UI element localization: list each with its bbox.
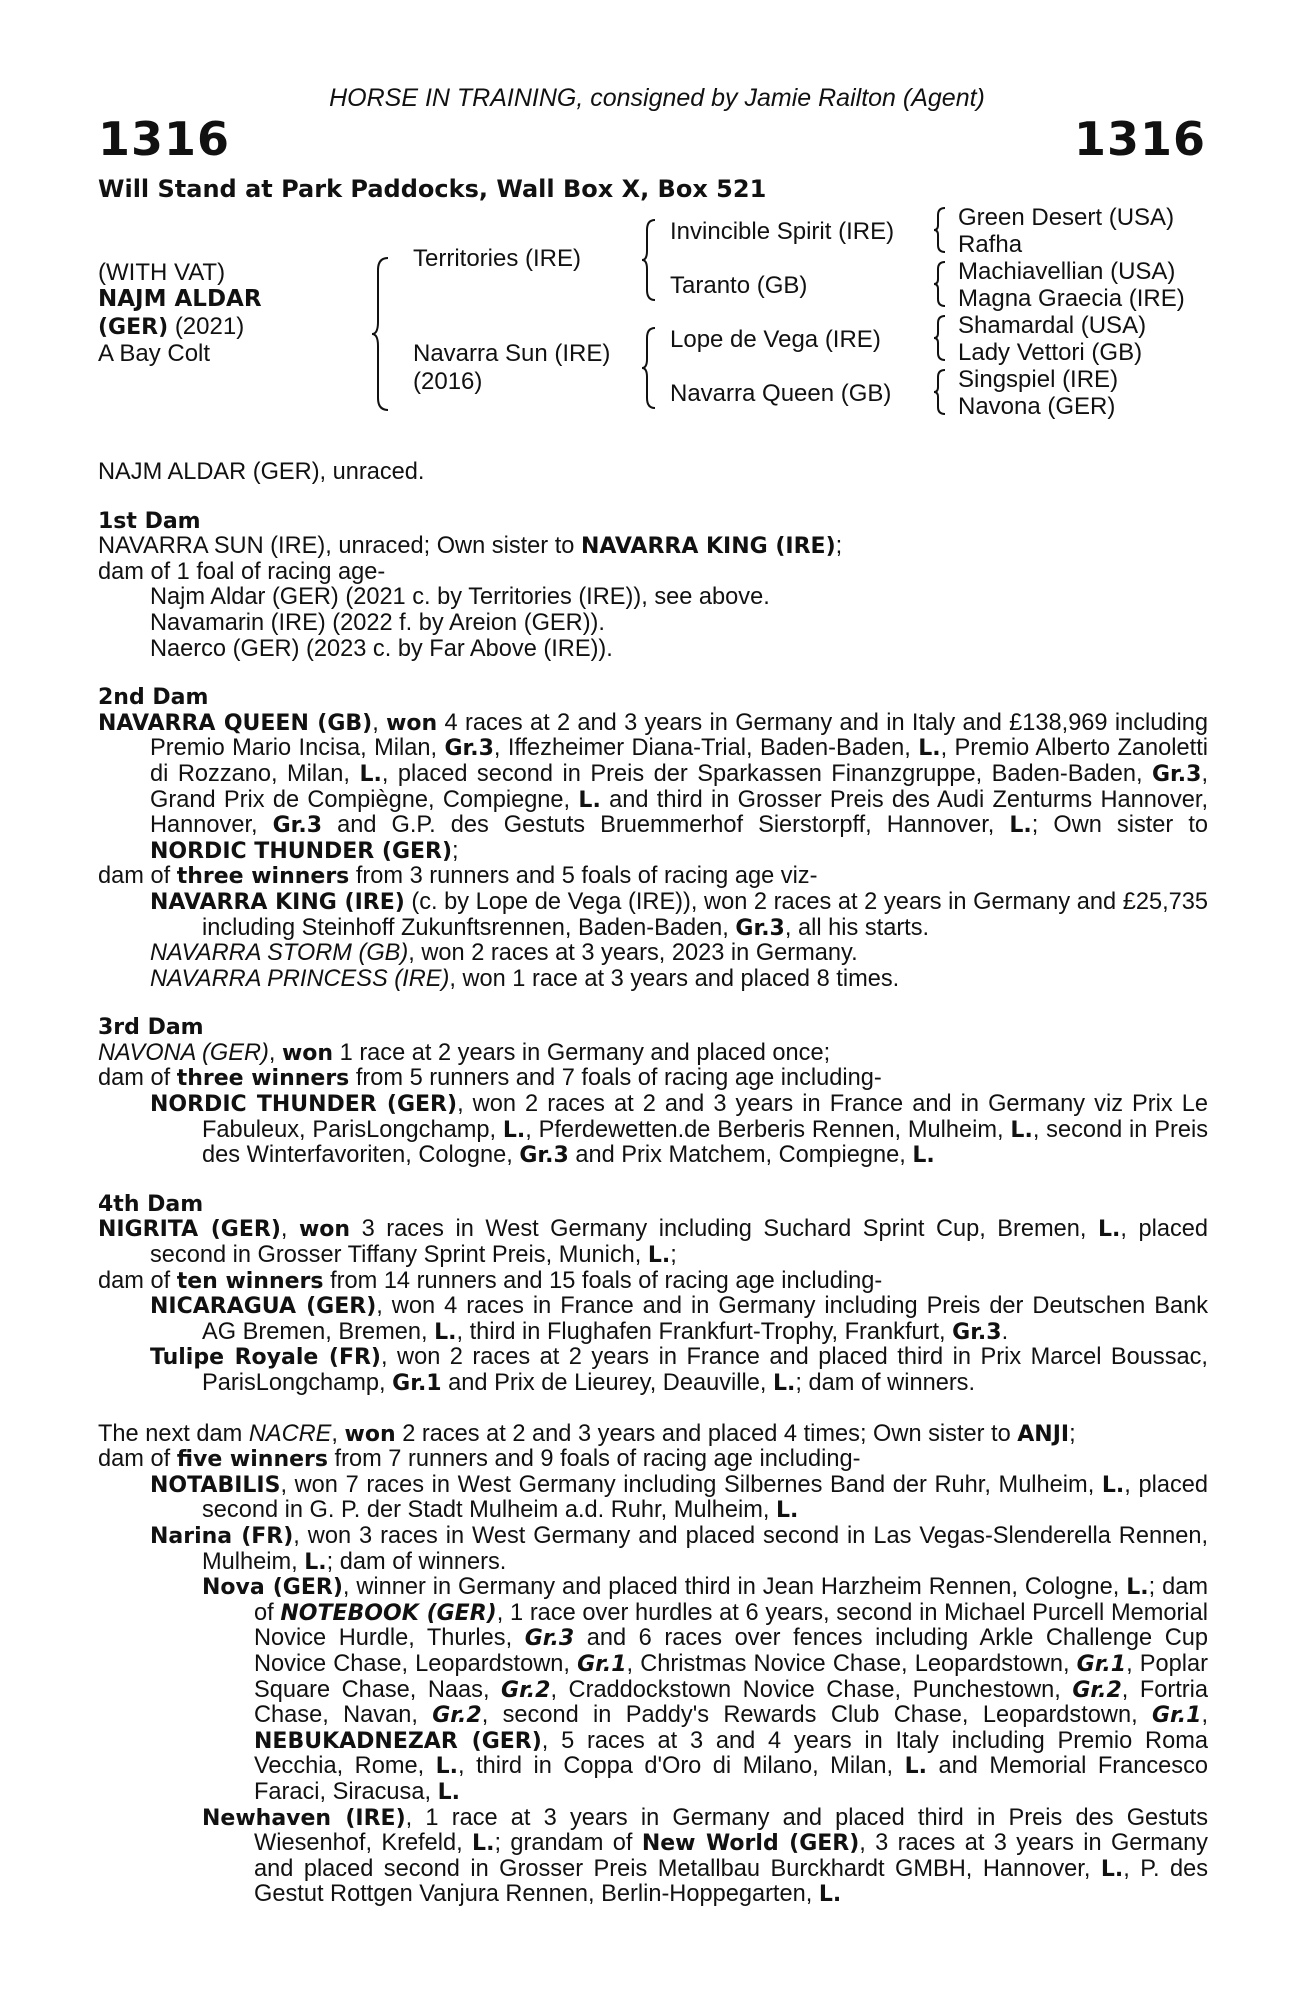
brace-gg1 bbox=[932, 206, 948, 254]
brace-gg4 bbox=[932, 368, 948, 416]
sire: Territories (IRE) bbox=[413, 245, 582, 272]
stand-location: Will Stand at Park Paddocks, Wall Box X, Box 521 bbox=[98, 175, 767, 203]
produce-notabilis: NOTABILIS, won 7 races in West Germany including Silbernes Band der Ruhr, Mulheim, L., placed second in G. P. der Stadt Mulheim a.d. Ruhr, Mulheim, L. bbox=[150, 1471, 1208, 1524]
grandsire-paternal: Invincible Spirit (IRE) bbox=[670, 218, 895, 245]
produce-nova: Nova (GER), winner in Germany and placed third in Jean Harzheim Rennen, Cologne, L.; dam of NOTEBOOK (GER), 1 race over hurdles at 6 years, second in Michael Purcell Memorial Novice Hurdle, Thurles, Gr.3 and 6 races over fences including Arkle Challenge Cup Novice Chase, Leopardstown, Gr.1, Christmas Novice Chase, Leopardstown, Gr.1, Poplar Square Chase, Naas, Gr.2, Craddockstown Novice Chase, Punchestown, Gr.2, Fortria Chase, Navan, Gr.2, second in Paddy's Rewards Club Chase, Leopardstown, Gr.1, NEBUKADNEZAR (GER), 5 races at 3 and 4 years in Italy including Premio Roma Vecchia, Rome, L., third in Coppa d'Oro di Milano, Milan, L. and Memorial Francesco Faraci, Siracusa, L. bbox=[202, 1574, 1209, 1805]
great-granddam-3: Lady Vettori (GB) bbox=[958, 339, 1143, 366]
great-grandsire-3: Shamardal (USA) bbox=[958, 312, 1147, 339]
catalogue-body bbox=[98, 460, 1208, 1908]
produce-tulipe-royale: Tulipe Royale (FR), won 2 races at 2 years in France and placed third in Prix Marcel Boussac, ParisLongchamp, Gr.1 and Prix de Lieurey, Deauville, L.; dam of winners. bbox=[150, 1344, 1208, 1396]
second-dam-heading: 2nd Dam bbox=[98, 685, 209, 711]
fourth-dam-heading: 4th Dam bbox=[98, 1191, 204, 1217]
foal-2: Navamarin (IRE) (2022 f. by Areion (GER)). bbox=[150, 609, 605, 636]
lot-number-left: 1316 bbox=[98, 112, 231, 166]
third-dam-heading: 3rd Dam bbox=[98, 1015, 204, 1041]
next-dam-record: The next dam NACRE, won 2 races at 2 and 3 years and placed 4 times; Own sister to ANJI; bbox=[98, 1420, 1076, 1447]
first-dam-heading: 1st Dam bbox=[98, 508, 201, 534]
granddam-paternal: Taranto (GB) bbox=[670, 272, 808, 299]
produce-navarra-storm: NAVARRA STORM (GB), won 2 races at 3 years, 2023 in Germany. bbox=[150, 940, 858, 967]
second-dam-produce: dam of three winners from 3 runners and 5 foals of racing age viz- bbox=[98, 863, 818, 890]
grandsire-maternal: Lope de Vega (IRE) bbox=[670, 326, 881, 353]
dam-year: (2016) bbox=[413, 368, 483, 395]
foal-1: Najm Aldar (GER) (2021 c. by Territories (IRE)), see above. bbox=[150, 584, 770, 611]
produce-navarra-princess: NAVARRA PRINCESS (IRE), won 1 race at 3 years and placed 8 times. bbox=[150, 965, 900, 992]
first-dam-line: NAVARRA SUN (IRE), unraced; Own sister to NAVARRA KING (IRE); bbox=[98, 533, 843, 560]
great-granddam-4: Navona (GER) bbox=[958, 393, 1116, 420]
lot-number-right: 1316 bbox=[1073, 112, 1206, 166]
produce-newhaven: Newhaven (IRE), 1 race at 3 years in Germany and placed third in Preis des Gestuts Wiesenhof, Krefeld, L.; grandam of New World (GER), 3 races at 3 years in Germany and placed second in Grosser Preis Metallbau Burckhardt GMBH, Hannover, L., P. des Gestut Rottgen Vanjura Rennen, Berlin-Hoppegarten, L. bbox=[202, 1804, 1208, 1908]
unraced-note: NAJM ALDAR (GER), unraced. bbox=[98, 459, 425, 485]
consignor-line: HORSE IN TRAINING, consigned by Jamie Railton (Agent) bbox=[329, 84, 985, 112]
brace-sire-dam bbox=[370, 256, 392, 412]
dam: Navarra Sun (IRE) bbox=[413, 340, 611, 367]
vat-note: (WITH VAT) bbox=[98, 259, 226, 286]
great-grandsire-2: Machiavellian (USA) bbox=[958, 258, 1176, 285]
horse-description: A Bay Colt bbox=[98, 340, 211, 367]
produce-navarra-king: NAVARRA KING (IRE) (c. by Lope de Vega (IRE)), won 2 races at 2 years in Germany and £25,735 including Steinhoff Zukunftsrennen, Baden-Baden, Gr.3, all his starts. bbox=[150, 888, 1209, 941]
granddam-maternal: Navarra Queen (GB) bbox=[670, 380, 892, 407]
brace-gg3 bbox=[932, 314, 948, 362]
third-dam-produce: dam of three winners from 5 runners and 7 foals of racing age including- bbox=[98, 1065, 882, 1092]
next-dam-produce: dam of five winners from 7 runners and 9 foals of racing age including- bbox=[98, 1446, 861, 1473]
produce-nordic-thunder: NORDIC THUNDER (GER), won 2 races at 2 and 3 years in France and in Germany viz Prix Le Fabuleux, ParisLongchamp, L., Pferdewetten.de Berberis Rennen, Mulheim, L., second in Preis des Winterfavoriten, Cologne, Gr.3 and Prix Matchem, Compiegne, L. bbox=[150, 1091, 1209, 1169]
great-grandsire-4: Singspiel (IRE) bbox=[958, 366, 1119, 393]
horse-name: NAJM ALDAR bbox=[98, 286, 262, 312]
foal-3: Naerco (GER) (2023 c. by Far Above (IRE)). bbox=[150, 635, 613, 662]
horse-origin-year: (GER) (2021) bbox=[98, 313, 245, 340]
brace-dam-parents bbox=[640, 326, 658, 410]
third-dam-record: NAVONA (GER), won 1 race at 2 years in Germany and placed once; bbox=[98, 1039, 831, 1066]
great-granddam-1: Rafha bbox=[958, 231, 1023, 258]
fourth-dam-record: NIGRITA (GER), won 3 races in West Germany including Suchard Sprint Cup, Bremen, L., placed second in Grosser Tiffany Sprint Preis, Munich, L.; bbox=[98, 1216, 1208, 1269]
produce-nicaragua: NICARAGUA (GER), won 4 races in France and in Germany including Preis der Deutschen Bank AG Bremen, Bremen, L., third in Flughafen Frankfurt-Trophy, Frankfurt, Gr.3. bbox=[150, 1293, 1208, 1345]
fourth-dam-produce: dam of ten winners from 14 runners and 15 foals of racing age including- bbox=[98, 1267, 883, 1294]
great-granddam-2: Magna Graecia (IRE) bbox=[958, 285, 1185, 312]
second-dam-record: NAVARRA QUEEN (GB), won 4 races at 2 and 3 years in Germany and in Italy and £138,969 including Premio Mario Incisa, Milan, Gr.3, Iffezheimer Diana-Trial, Baden-Baden, L., Premio Alberto Zanoletti di Rozzano, Milan, L., placed second in Preis der Sparkassen Finanzgruppe, Baden-Baden, Gr.3, Grand Prix de Compiègne, Compiegne, L. and third in Grosser Preis des Audi Zenturms Hannover, Hannover, Gr.3 and G.P. des Gestuts Bruemmerhof Sierstorpff, Hannover, L.; Own sister to NORDIC THUNDER (GER); bbox=[98, 709, 1209, 864]
brace-sire-parents bbox=[640, 218, 658, 302]
produce-narina: Narina (FR), won 3 races in West Germany and placed second in Las Vegas-Slenderella Rennen, Mulheim, L.; dam of winners. bbox=[150, 1522, 1209, 1575]
great-grandsire-1: Green Desert (USA) bbox=[958, 204, 1175, 231]
brace-gg2 bbox=[932, 260, 948, 308]
first-dam-produce: dam of 1 foal of racing age- bbox=[98, 558, 386, 585]
